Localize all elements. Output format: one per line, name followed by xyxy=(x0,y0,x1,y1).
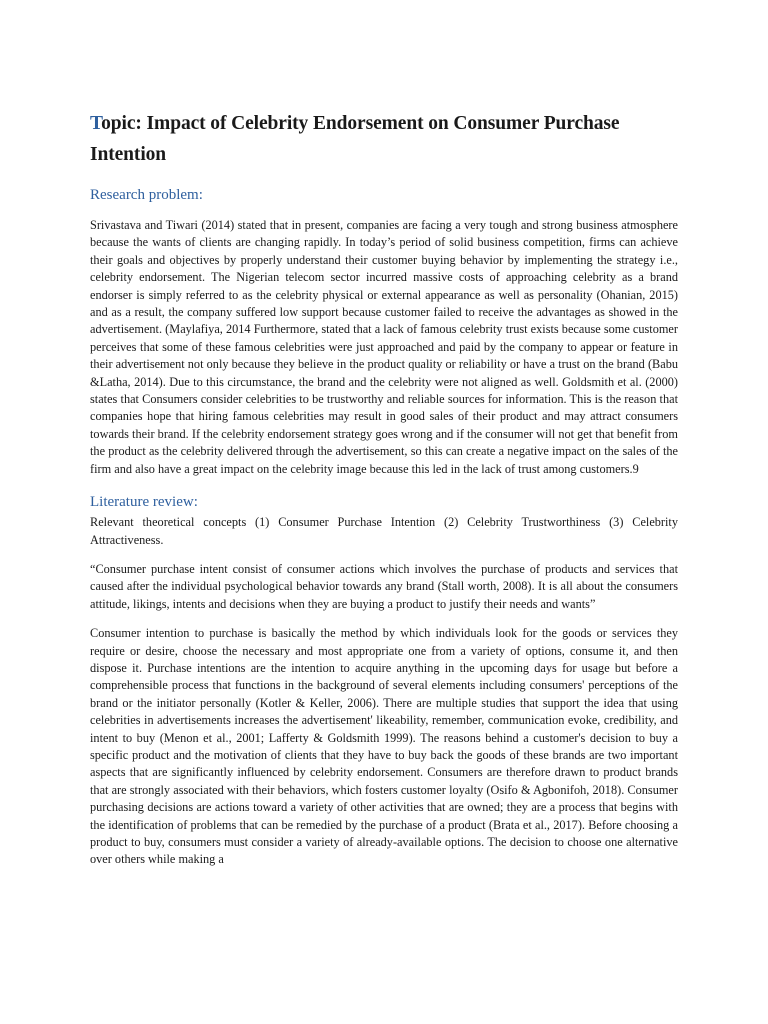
title-initial: T xyxy=(90,113,102,134)
research-problem-paragraph: Srivastava and Tiwari (2014) stated that in present, companies are facing a very tough and strong business atmosphere because the wants of clients are changing rapidly. In today’s period of solid business competition, firms can achieve their goals and objectives by properly understand their customer buying behavior by implementing the strategy i.e., celebrity endorsement. The Nigerian telecom sector incurred massive costs of approaching celebrity as a brand endorser is simply referred to as the celebrity physical or external appearance as well as personality (Ohanian, 2015) and as a result, the company suffered low support because customer failed to receive the advantages as showed in the advertisement. (Maylafiya, 2014 Furthermore, stated that a lack of famous celebrity trust exists because some customer perceives that some of these famous celebrities were just approached and paid by the company to appear or feature in their advertisement not only because they believe in the product quality or reliability or have a trust on the brand (Babu &Latha, 2014). Due to this circumstance, the brand and the celebrity were not aligned as well. Goldsmith et al. (2000) states that Consumers consider celebrities to be trustworthy and reliable sources for information. This is the reason that companies hope that hiring famous celebrities may result in good sales of their product and may attract consumers towards their brand. If the celebrity endorsement strategy goes wrong and if the consumer will not get that benefit from the product as the celebrity delivered through the advertisement, so this can create a negative impact on the sales of the firm and also have a great impact on the celebrity image because this led in the lack of trust among customers.9 xyxy=(90,218,678,476)
literature-review-paragraph-concepts: Relevant theoretical concepts (1) Consumer Purchase Intention (2) Celebrity Trustworthiness (3) Celebrity Attractiveness. xyxy=(90,515,678,547)
page-title xyxy=(90,108,678,170)
title-text: opic: Impact of Celebrity Endorsement on Consumer Purchase Intention xyxy=(90,113,620,165)
literature-review-paragraph-intention: Consumer intention to purchase is basically the method by which individuals look for the goods or services they require or desire, choose the necessary and most appropriate one from a variety of options, consume it, and then dispose it. Purchase intentions are the intention to acquire anything in the upcoming days for usage but before a comprehensible process that functions in the background of several elements including consumers' perceptions of the brand or the initiator personally (Kotler & Keller, 2006). There are multiple studies that support the idea that using celebrities in advertisements increases the advertisement' likeability, remember, communication evoke, credibility, and intent to buy (Menon et al., 2001; Lafferty & Goldsmith 1999). The reasons behind a customer's decision to buy a specific product and the motivation of clients that they have to buy back the goods of these brands are two important aspects that are significantly influenced by celebrity endorsement. Consumers are therefore drawn to product brands that are strongly associated with their behaviors, which fosters customer loyalty (Osifo & Agbonifoh, 2018). Consumer purchasing decisions are actions toward a variety of other activities that are owned; they are a process that begins with the identification of problems that can be remedied by the purchase of a product (Brata et al., 2017). Before choosing a product to buy, consumers must consider a variety of already-available options. The decision to choose one alternative over others while making a xyxy=(90,626,678,867)
literature-review-paragraph-quote: “Consumer purchase intent consist of consumer actions which involves the purchase of products and services that caused after the individual psychological behavior towards any brand (Stall worth, 2008). It is all about the consumers attitude, likings, intents and decisions when they are buying a product to justify their needs and wants” xyxy=(90,561,678,611)
research-problem-heading: Research problem: xyxy=(90,187,203,203)
document-content xyxy=(90,108,678,881)
literature-review-heading: Literature review: xyxy=(90,494,198,511)
